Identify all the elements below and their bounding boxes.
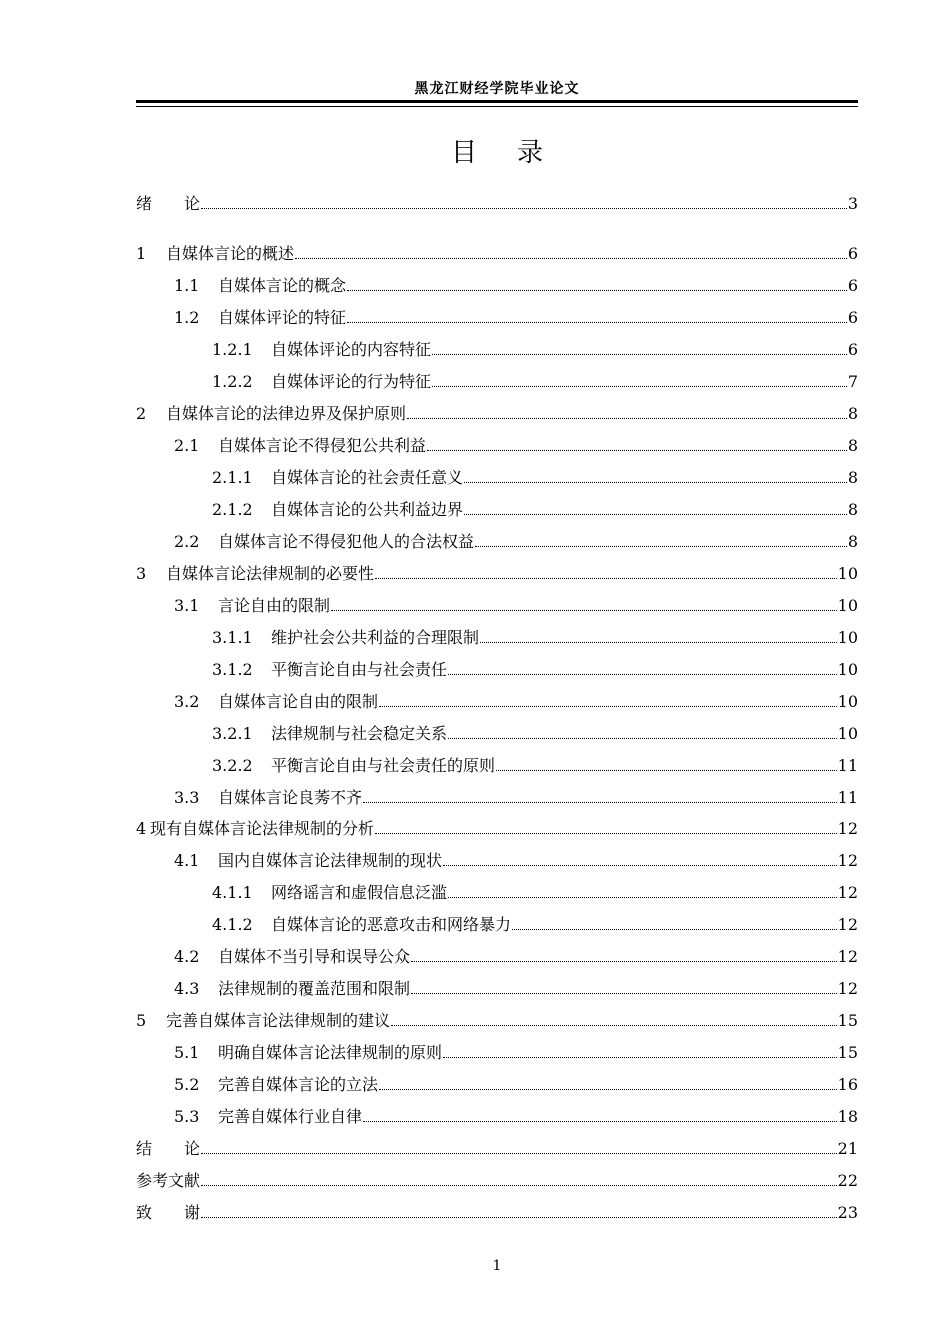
toc-entry-page: 15 [837,1011,858,1030]
toc-entry-title [136,1171,200,1191]
toc-entry[interactable] [136,592,858,616]
toc-entry-title [136,564,374,584]
toc-entry[interactable] [136,368,858,392]
toc-entry-number: 5.3 [174,1107,200,1126]
toc-entry-number: 2 [136,404,147,423]
toc-entry-text: 自媒体言论自由的限制 [218,692,379,711]
toc-entry-number: 4.1.2 [212,915,253,934]
toc-leader-dots [379,705,837,707]
toc-entry-text: 网络谣言和虚假信息泛滥 [271,883,448,902]
toc-leader-dots [443,1056,837,1058]
toc-entry[interactable] [136,911,858,935]
toc-entry-page: 6 [847,308,858,327]
toc-leader-dots [464,481,847,483]
toc-entry-number: 2.1.1 [212,468,253,487]
toc-entry-number: 5 [136,1011,147,1030]
toc-entry-page: 12 [837,947,858,966]
toc-entry-text: 平衡言论自由与社会责任的原则 [271,756,496,775]
toc-entry-number: 1.2.2 [212,372,253,391]
toc-leader-dots [379,1088,837,1090]
toc-entry-title [136,1139,200,1159]
toc-entry[interactable] [136,656,858,680]
toc-leader-dots [448,673,837,675]
toc-entry-text: 自媒体言论的恶意攻击和网络暴力 [271,915,512,934]
toc-entry-text: 完善自媒体言论法律规制的建议 [166,1011,391,1030]
toc-entry-page: 15 [837,1043,858,1062]
toc-leader-dots [201,1184,837,1186]
toc-entry-text: 自媒体言论的公共利益边界 [271,500,464,519]
toc-entry-title [136,194,200,214]
toc-entry-page: 10 [837,724,858,743]
toc-entry[interactable] [136,815,858,839]
toc-entry-page: 22 [837,1171,858,1190]
toc-leader-dots [347,289,847,291]
toc-entry[interactable] [136,190,858,214]
toc-entry-title [174,947,410,967]
toc-entry-number: 1 [136,244,147,263]
header-rule-thick [136,100,858,103]
toc-entry-number: 3.1.2 [212,660,253,679]
toc-entry-title [212,628,479,648]
running-header-title: 黑龙江财经学院毕业论文 [414,81,580,97]
toc-entry-title [174,851,442,871]
toc-entry[interactable] [136,1007,858,1031]
toc-entry[interactable] [136,496,858,520]
toc-entry-text: 完善自媒体行业自律 [218,1107,363,1126]
toc-entry-title [212,468,463,488]
toc-entry[interactable] [136,752,858,776]
toc-entry-title [174,436,426,456]
toc-entry-number: 5.2 [174,1075,200,1094]
toc-entry[interactable] [136,304,858,328]
header-rule-thin [136,106,858,107]
toc-entry[interactable] [136,400,858,424]
toc-entry-text: 自媒体评论的特征 [218,308,347,327]
toc-entry[interactable] [136,1199,858,1223]
toc-entry[interactable] [136,1103,858,1127]
toc-entry[interactable] [136,240,858,264]
toc-entry-page: 12 [837,915,858,934]
toc-leader-dots [201,1216,837,1218]
toc-leader-dots [295,257,847,259]
toc-entry-text: 自媒体言论的概念 [218,276,347,295]
toc-leader-dots [480,641,837,643]
toc-entry-page: 16 [837,1075,858,1094]
toc-entry-number: 3.1 [174,596,200,615]
toc-entry[interactable] [136,1071,858,1095]
toc-entry-page: 12 [837,883,858,902]
toc-entry-number: 3.2.2 [212,756,253,775]
toc-entry-page: 11 [837,756,858,775]
toc-leader-dots [347,321,847,323]
toc-leader-dots [464,513,847,515]
toc-entry-number: 3.2 [174,692,200,711]
toc-entry-text: 现有自媒体言论法律规制的分析 [150,819,375,838]
toc-entry-text: 参考文献 [136,1171,201,1190]
toc-entry-page: 3 [847,194,858,213]
toc-leader-dots [411,992,837,994]
toc-entry-page: 18 [837,1107,858,1126]
toc-entry-title [212,500,463,520]
toc-leader-dots [411,960,837,962]
toc-leader-dots [448,896,837,898]
toc-entry-title [136,404,406,424]
toc-entry-page: 23 [837,1203,858,1222]
toc-entry-page: 12 [837,851,858,870]
toc-entry-title [212,340,431,360]
toc-entry-title [212,756,495,776]
toc-leader-dots [391,1024,837,1026]
toc-entry-text: 自媒体言论不得侵犯他人的合法权益 [218,532,475,551]
toc-leader-dots [331,609,837,611]
toc-entry[interactable] [136,720,858,744]
toc-entry-page: 10 [837,564,858,583]
toc-entry-title [174,308,346,328]
toc-entry-text: 法律规制与社会稳定关系 [271,724,448,743]
toc-entry-page: 10 [837,692,858,711]
toc-entry[interactable] [136,847,858,871]
toc-entry-number: 4.1.1 [212,883,253,902]
toc-entry-text: 明确自媒体言论法律规制的原则 [218,1043,443,1062]
toc-entry-title [212,883,447,903]
toc-entry-text: 自媒体不当引导和误导公众 [218,947,411,966]
toc-entry-page: 10 [837,596,858,615]
toc-entry[interactable] [136,272,858,296]
toc-entry-number: 4.3 [174,979,200,998]
toc-entry-text: 自媒体言论良莠不齐 [218,788,363,807]
toc-entry-page: 6 [847,276,858,295]
toc-entry-number: 2.2 [174,532,200,551]
toc-leader-dots [432,353,847,355]
toc-entry-page: 11 [837,788,858,807]
toc-leader-dots [496,769,837,771]
toc-entry[interactable] [136,624,858,648]
toc-entry-text: 平衡言论自由与社会责任 [271,660,448,679]
toc-entry-page: 8 [847,404,858,423]
toc-entry-page: 6 [847,340,858,359]
toc-entry-page: 10 [837,660,858,679]
toc-entry[interactable] [136,879,858,903]
toc-leader-dots [512,928,837,930]
toc-leader-dots [375,577,837,579]
toc-entry-text: 自媒体言论不得侵犯公共利益 [218,436,427,455]
toc-entry[interactable] [136,528,858,552]
toc-leader-dots [448,737,837,739]
toc-entry-number: 2.1.2 [212,500,253,519]
toc-entry[interactable] [136,432,858,456]
toc-leader-dots [201,1152,837,1154]
toc-entry[interactable] [136,1167,858,1191]
toc-entry[interactable] [136,336,858,360]
toc-entry-page: 21 [837,1139,858,1158]
toc-entry-title [174,788,362,808]
toc-entry-title [174,692,378,712]
toc-entry-page: 12 [837,979,858,998]
toc-entry-text: 维护社会公共利益的合理限制 [271,628,480,647]
toc-entry-title [174,532,474,552]
toc-entry-text: 完善自媒体言论的立法 [218,1075,379,1094]
toc-entry[interactable] [136,688,858,712]
toc-entry-text: 自媒体言论的法律边界及保护原则 [166,404,407,423]
toc-entry-number: 1.2.1 [212,340,253,359]
toc-entry-text: 自媒体言论的社会责任意义 [271,468,464,487]
toc-entry-text: 自媒体言论法律规制的必要性 [166,564,375,583]
toc-entry[interactable] [136,1135,858,1159]
toc-leader-dots [475,545,847,547]
toc-entry-number: 3 [136,564,147,583]
toc-leader-dots [432,385,847,387]
toc-entry-title [174,1107,362,1127]
toc-entry-text: 国内自媒体言论法律规制的现状 [218,851,443,870]
toc-entry-title [136,1011,390,1031]
toc-entry-text: 自媒体评论的内容特征 [271,340,432,359]
toc-entry-title [212,660,447,680]
toc-entry-title [174,1043,442,1063]
toc-entry-text: 自媒体言论的概述 [166,244,295,263]
toc-leader-dots [427,449,847,451]
toc-entry-title [174,1075,378,1095]
toc-entry-number: 1.1 [174,276,200,295]
toc-entry[interactable] [136,784,858,808]
toc-leader-dots [363,801,837,803]
toc-entry-page: 6 [847,244,858,263]
toc-entry-number: 3.3 [174,788,200,807]
toc-entry-page: 8 [847,500,858,519]
toc-entry-number: 4.1 [174,851,200,870]
toc-entry-text: 结 论 [136,1139,201,1158]
toc-leader-dots [443,864,837,866]
toc-leader-dots [407,417,847,419]
toc-entry-title [174,596,330,616]
toc-entry[interactable] [136,1039,858,1063]
toc-entry[interactable] [136,464,858,488]
toc-entry-text: 言论自由的限制 [218,596,331,615]
toc-entry-page: 7 [847,372,858,391]
toc-entry-title [212,724,447,744]
page-number: 1 [492,1258,502,1274]
toc-entry-number: 4.2 [174,947,200,966]
toc-entry-title [136,1203,200,1223]
toc-leader-dots [201,207,847,209]
toc-entry[interactable] [136,943,858,967]
toc-entry-text: 法律规制的覆盖范围和限制 [218,979,411,998]
toc-entry-title [212,372,431,392]
toc-entry-number: 1.2 [174,308,200,327]
toc-leader-dots [363,1120,837,1122]
toc-entry-title [136,819,374,839]
toc-entry[interactable] [136,975,858,999]
toc-entry-title [136,244,294,264]
toc-entry-page: 8 [847,436,858,455]
toc-entry-number: 3.1.1 [212,628,253,647]
toc-entry-page: 8 [847,468,858,487]
toc-entry-number: 5.1 [174,1043,200,1062]
toc-entry-page: 10 [837,628,858,647]
toc-entry-number: 2.1 [174,436,200,455]
toc-entry-title [212,915,511,935]
toc-heading: 目录 [450,138,583,168]
toc-entry-text: 致 谢 [136,1203,201,1222]
toc-leader-dots [375,832,837,834]
toc-entry-page: 12 [837,819,858,838]
toc-entry-number: 4 [136,819,147,838]
toc-entry[interactable] [136,560,858,584]
toc-entry-title [174,979,410,999]
toc-entry-page: 8 [847,532,858,551]
toc-entry-number: 3.2.1 [212,724,253,743]
toc-entry-text: 自媒体评论的行为特征 [271,372,432,391]
toc-entry-title [174,276,346,296]
toc-entry-text: 绪 论 [136,194,201,213]
